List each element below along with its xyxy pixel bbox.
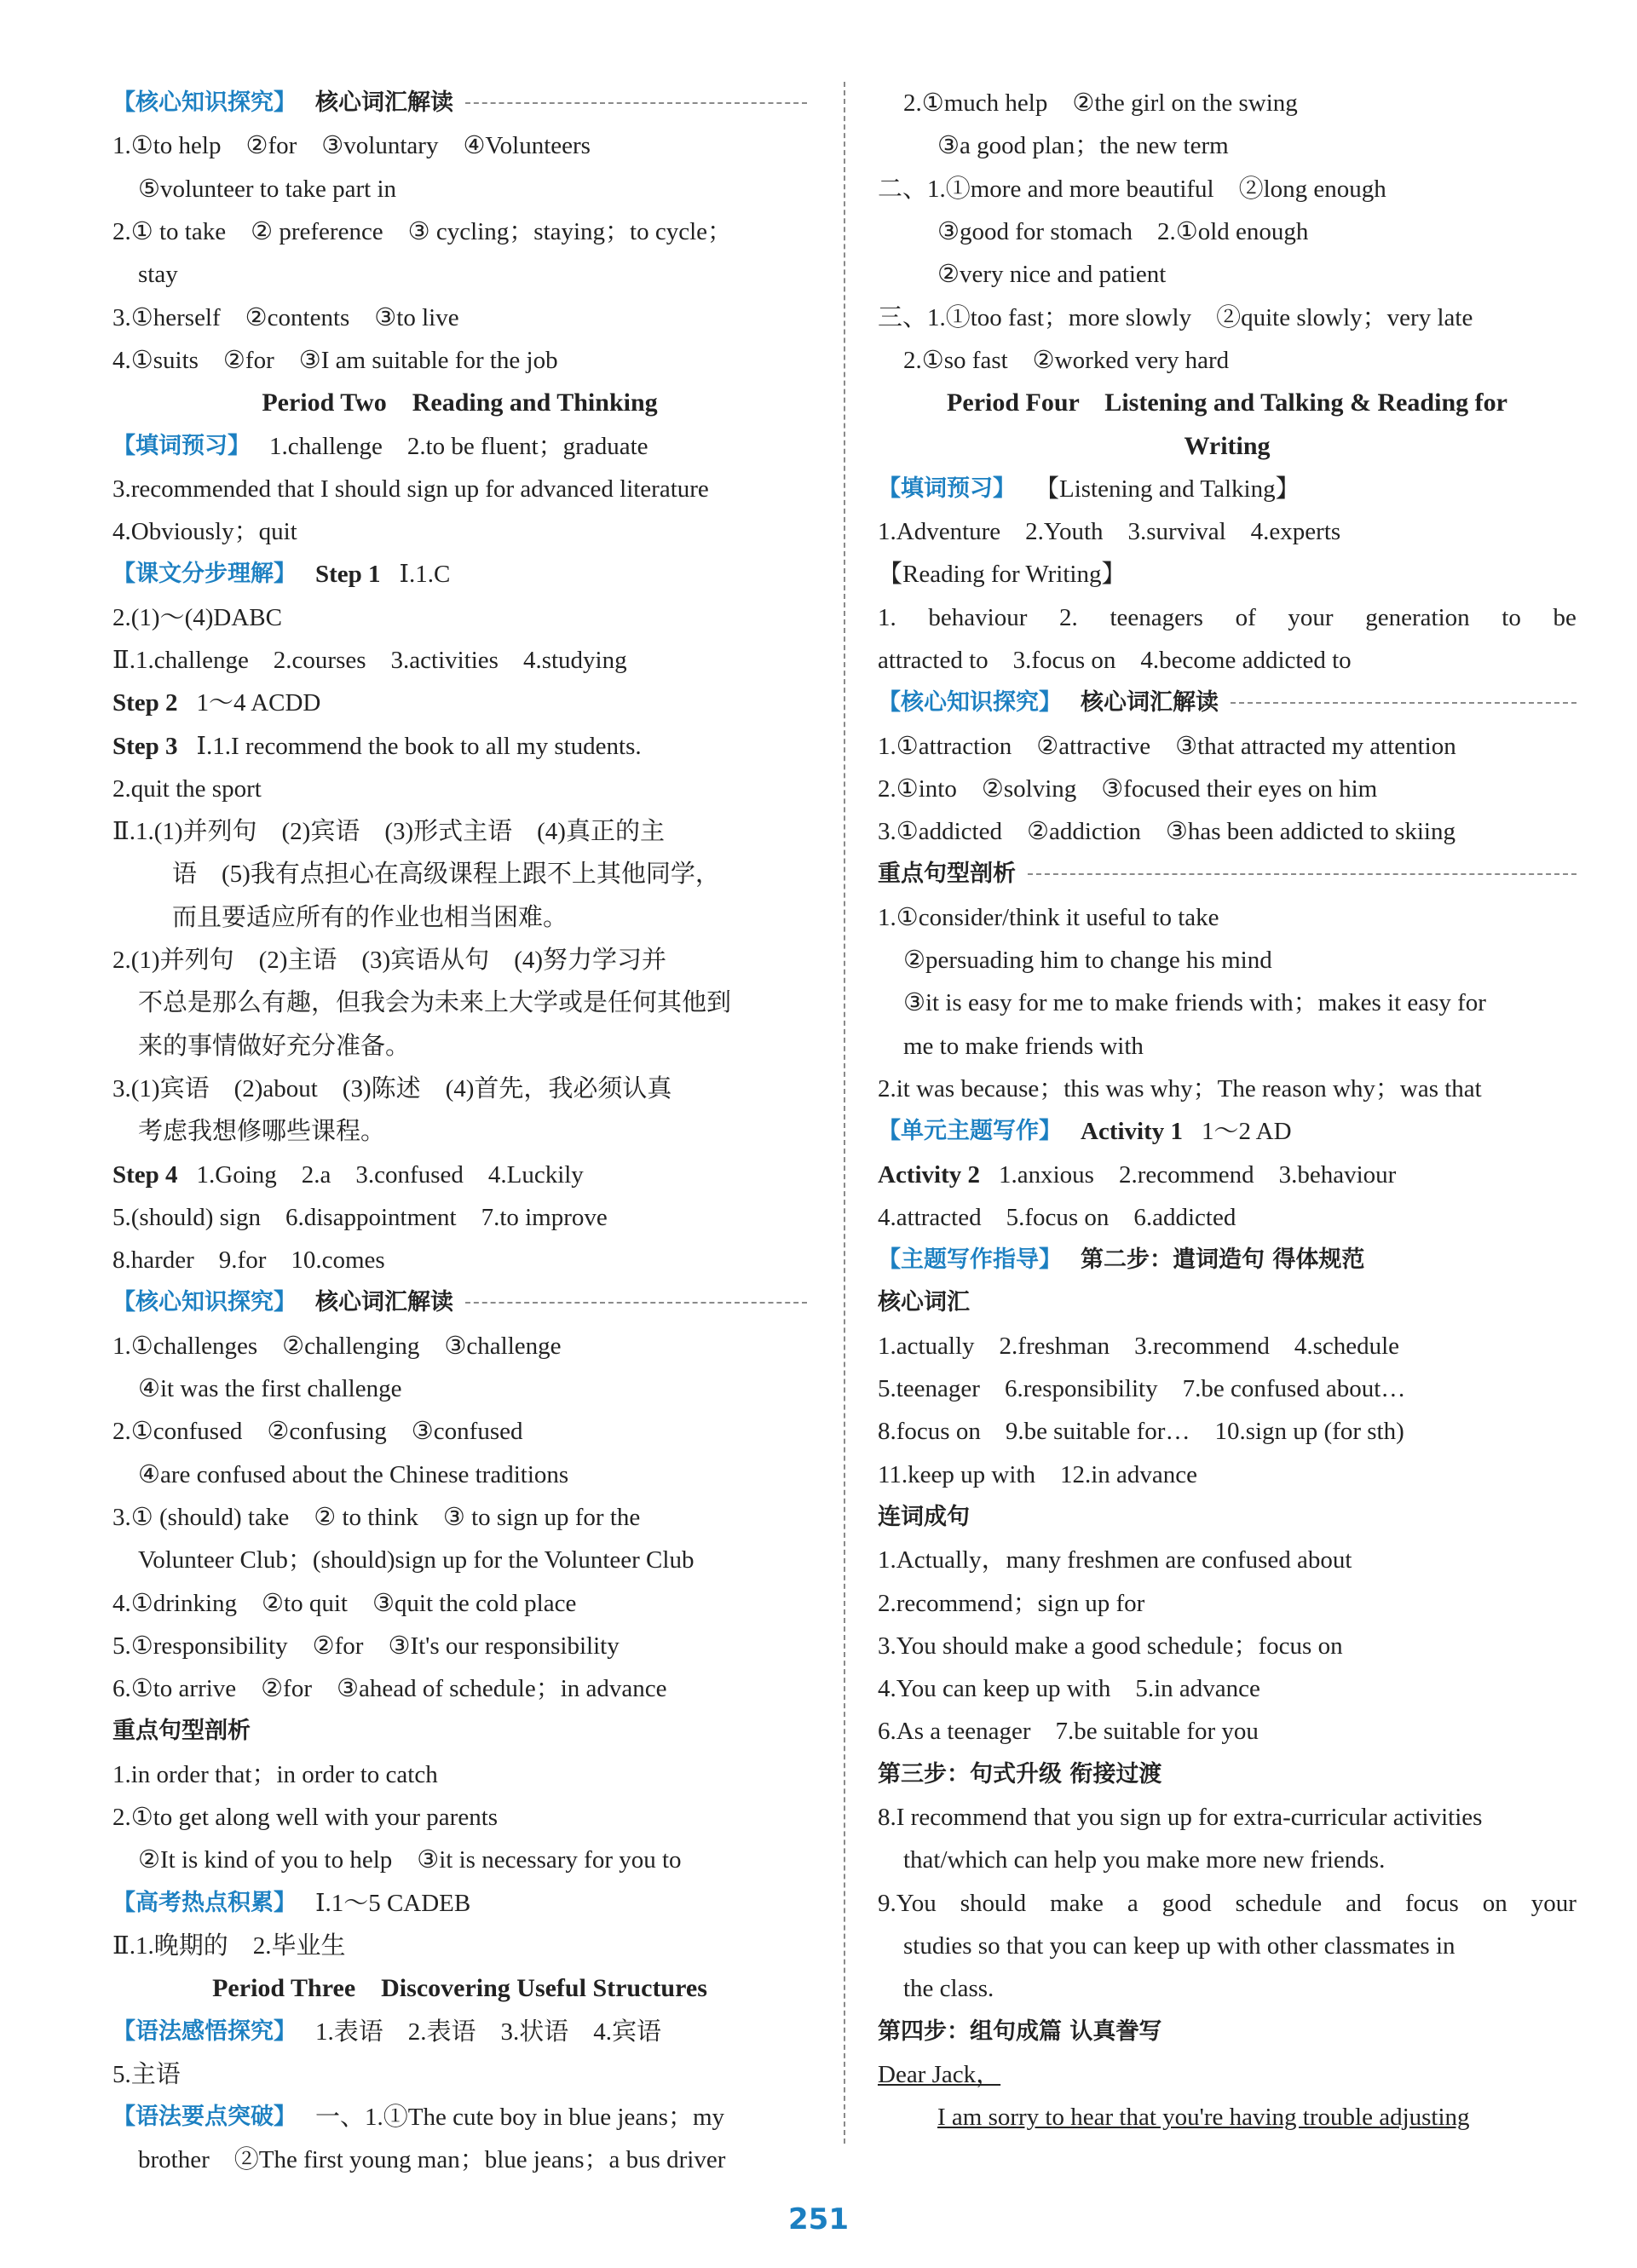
dashed-rule (465, 102, 807, 104)
word: 9.You (878, 1889, 937, 1917)
word: 2. (1059, 603, 1078, 631)
line-text: 4.You can keep up with 5.in advance (878, 1675, 1260, 1703)
text-line (112, 596, 807, 639)
text-line (878, 1753, 1576, 1796)
text-line (878, 1581, 1576, 1624)
text-line (112, 768, 807, 810)
period-heading (112, 1967, 807, 2010)
section-heading: 重点句型剖析 (878, 861, 1016, 888)
line-text: 二、1.①more and more beautiful ②long enough (878, 175, 1386, 203)
text-line (878, 1153, 1576, 1195)
line-text: stay (138, 261, 178, 289)
word: of (1235, 603, 1256, 631)
text-line (878, 2053, 1576, 2096)
line-text: 8.I recommend that you sign up for extra-curricular activities (878, 1804, 1483, 1832)
section-heading: 第三步：句式升级 衔接过渡 (878, 1760, 1162, 1787)
text-line (878, 1710, 1576, 1753)
text-line (878, 724, 1576, 767)
period-heading (878, 424, 1576, 467)
section-tag: 【语法感悟探究】 (112, 2018, 297, 2045)
line-text: Dear Jack， (878, 2060, 1001, 2088)
text-line (878, 1325, 1576, 1367)
word: your (1288, 603, 1334, 631)
line-text: 三、1.①too fast；more slowly ②quite slowly；very late (878, 303, 1473, 331)
text-line (112, 1196, 807, 1239)
line-text: 2.recommend；sign up for (878, 1589, 1145, 1617)
word: and (1346, 1889, 1381, 1917)
line-text: 3.recommended that I should sign up for advanced literature (112, 475, 709, 503)
line-text: 语 (5)我有点担心在高级课程上跟不上其他同学， (172, 861, 720, 889)
line-text: I am sorry to hear that you're having trouble adjusting (937, 2104, 1470, 2132)
word: focus (1404, 1889, 1459, 1917)
line-text: attracted to 3.focus on 4.become addicted to (878, 647, 1352, 674)
line-text: 3.(1)宾语 (2)about (3)陈述 (4)首先，我必须认真 (112, 1074, 672, 1102)
text-line (878, 1410, 1576, 1453)
text-line (112, 810, 807, 853)
line-text: 1.Actually，many freshmen are confused about (878, 1546, 1352, 1574)
text-line (112, 1367, 807, 1410)
text-line (112, 1625, 807, 1667)
line-text: 5.(should) sign 6.disappointment 7.to improve (112, 1203, 608, 1231)
line-text: 2.quit the sport (112, 774, 262, 803)
period-heading (112, 382, 807, 424)
line-text: 5.teenager 6.responsibility 7.be confused about… (878, 1375, 1406, 1403)
section-tag: 【课文分步理解】 (112, 561, 297, 588)
text-line (878, 2010, 1576, 2052)
text-line (878, 768, 1576, 810)
period-title: Period Two Reading and Thinking (262, 389, 658, 417)
line-text: 4.①drinking ②to quit ③quit the cold place (112, 1589, 577, 1617)
text-line (878, 124, 1576, 167)
period-title: Period Four Listening and Talking & Reading for (947, 389, 1507, 417)
text-line (112, 1710, 807, 1753)
period-title: Period Three Discovering Useful Structures (212, 1974, 707, 2003)
line-text: 2.it was because；this was why；The reason why；was that (878, 1074, 1482, 1102)
line-text: 8.focus on 9.be suitable for… 10.sign up (for sth) (878, 1418, 1404, 1446)
section-heading: 核心词汇解读 (315, 1289, 453, 1316)
text-line (878, 210, 1576, 253)
line-text: 5.主语 (112, 2060, 181, 2088)
text-line (878, 1625, 1576, 1667)
line-text: 3.You should make a good schedule；focus on (878, 1632, 1343, 1660)
line-text: 8.harder 9.for 10.comes (112, 1246, 385, 1275)
text-line (878, 639, 1576, 682)
text-line (112, 1539, 807, 1581)
text-line (878, 1025, 1576, 1068)
line-text: ③a good plan；the new term (937, 132, 1229, 160)
step-label: Step 2 (112, 689, 178, 717)
text-line (112, 1796, 807, 1839)
dashed-rule (465, 1302, 807, 1304)
word: a (1127, 1889, 1138, 1917)
line-text: 而且要适应所有的作业也相当困难。 (172, 903, 568, 931)
text-line (878, 1925, 1576, 1967)
text-line (112, 1581, 807, 1624)
text-line (878, 1881, 1576, 1924)
line-text: Ⅱ.1.(1)并列句 (2)宾语 (3)形式主语 (4)真正的主 (112, 818, 665, 846)
line-text: 2.①to get along well with your parents (112, 1804, 499, 1832)
line-text: 1.表语 2.表语 3.状语 4.宾语 (315, 2018, 662, 2046)
text-line (878, 1239, 1576, 1281)
text-line (112, 1496, 807, 1539)
text-line (878, 1453, 1576, 1496)
text-line (112, 1453, 807, 1496)
line-text: 2.(1)～(4)DABC (112, 603, 282, 631)
text-line (878, 1839, 1576, 1881)
text-line (878, 939, 1576, 981)
left-column (112, 82, 807, 2182)
line-text: 6.①to arrive ②for ③ahead of schedule；in advance (112, 1675, 667, 1703)
section-tag: 【高考热点积累】 (112, 1889, 297, 1916)
step-label: Step 1 (315, 561, 381, 589)
line-text: 4.①suits ②for ③I am suitable for the job (112, 346, 558, 374)
word: make (1050, 1889, 1104, 1917)
line-text: studies so that you can keep up with other classmates in (903, 1931, 1455, 1960)
line-text: 2.(1)并列句 (2)主语 (3)宾语从句 (4)努力学习并 (112, 947, 667, 975)
text-line (878, 596, 1576, 639)
text-line (878, 1796, 1576, 1839)
line-text: 1.①to help ②for ③voluntary ④Volunteers (112, 132, 591, 160)
line-text: 【Reading for Writing】 (878, 561, 1127, 589)
text-line (112, 939, 807, 981)
line-text: 3.① (should) take ② to think ③ to sign up for the (112, 1503, 641, 1531)
dashed-rule (1231, 702, 1576, 704)
page-number: 251 (788, 2202, 849, 2236)
text-line (878, 1667, 1576, 1710)
text-line (112, 896, 807, 939)
text-line (112, 296, 807, 338)
line-text: 4.attracted 5.focus on 6.addicted (878, 1203, 1236, 1231)
text-line (112, 510, 807, 553)
text-line (112, 1753, 807, 1796)
text-line (878, 168, 1576, 210)
text-line (112, 981, 807, 1024)
text-line (112, 253, 807, 296)
text-line (878, 468, 1576, 510)
section-tag: 【核心知识探究】 (112, 89, 297, 117)
text-line (112, 168, 807, 210)
text-line (878, 981, 1576, 1024)
text-line (112, 424, 807, 467)
section-heading: 核心词汇解读 (315, 89, 453, 117)
line-text: the class. (903, 1975, 994, 2003)
text-line (878, 896, 1576, 939)
text-line (112, 1839, 807, 1881)
line-text: 【Listening and Talking】 (1035, 475, 1300, 503)
line-text: Ⅱ.1.晚期的 2.毕业生 (112, 1931, 346, 1960)
line-text: me to make friends with (903, 1032, 1144, 1060)
section-tag: 【填词预习】 (112, 432, 251, 459)
text-line (878, 1967, 1576, 2010)
line-text: ②very nice and patient (937, 261, 1167, 289)
line-text: 1.anxious 2.recommend 3.behaviour (999, 1160, 1397, 1189)
step-label: Step 4 (112, 1160, 178, 1189)
text-line (112, 1281, 807, 1324)
text-line (112, 1925, 807, 1967)
text-line (878, 1110, 1576, 1153)
word: schedule (1235, 1889, 1323, 1917)
text-line (878, 1496, 1576, 1539)
text-line (112, 639, 807, 682)
line-text: Ⅰ.1～5 CADEB (315, 1889, 471, 1917)
text-line (112, 553, 807, 596)
period-title: Writing (1184, 431, 1271, 460)
text-line (112, 682, 807, 724)
line-text: 1.①attraction ②attractive ③that attracted my attention (878, 732, 1456, 760)
word: teenagers (1110, 603, 1203, 631)
section-heading: 重点句型剖析 (112, 1718, 251, 1745)
line-text: ③good for stomach 2.①old enough (937, 218, 1309, 246)
text-line (112, 468, 807, 510)
line-text: 1.①consider/think it useful to take (878, 903, 1219, 931)
text-line (112, 124, 807, 167)
text-line (878, 553, 1576, 596)
text-line (112, 339, 807, 382)
line-text: 1.in order that；in order to catch (112, 1760, 438, 1788)
line-text: 考虑我想修哪些课程。 (138, 1118, 386, 1146)
text-line (878, 82, 1576, 124)
text-line (112, 1068, 807, 1110)
line-text: 1.actually 2.freshman 3.recommend 4.schedule (878, 1332, 1400, 1360)
text-line (112, 1667, 807, 1710)
text-line (878, 1196, 1576, 1239)
line-text: ②It is kind of you to help ③it is necessary for you to (138, 1846, 682, 1874)
line-text: 1～2 AD (1202, 1118, 1292, 1146)
line-text: 一、1.①The cute boy in blue jeans；my (315, 2104, 725, 2132)
line-text: Ⅰ.1.C (399, 561, 451, 589)
line-text: ④it was the first challenge (138, 1375, 402, 1403)
text-line (878, 853, 1576, 895)
line-text: 1.①challenges ②challenging ③challenge (112, 1332, 562, 1360)
column-divider (844, 82, 845, 2144)
word: to (1502, 603, 1521, 631)
text-line (878, 2096, 1576, 2138)
text-line (112, 1110, 807, 1153)
section-heading: 核心词汇 (878, 1289, 970, 1316)
text-line (878, 510, 1576, 553)
text-line (878, 1068, 1576, 1110)
line-text: 2.①much help ②the girl on the swing (903, 89, 1298, 118)
section-tag: 【单元主题写作】 (878, 1118, 1062, 1145)
section-heading: 第四步：组句成篇 认真誊写 (878, 2018, 1162, 2045)
word: your (1530, 1889, 1576, 1917)
text-line (878, 682, 1576, 724)
text-line (112, 2053, 807, 2096)
line-text: 1.Adventure 2.Youth 3.survival 4.experts (878, 518, 1341, 546)
word: on (1482, 1889, 1507, 1917)
line-text: Volunteer Club；(should)sign up for the Volunteer Club (138, 1546, 695, 1574)
line-text: 11.keep up with 12.in advance (878, 1460, 1198, 1488)
line-text: 1.challenge 2.to be fluent；graduate (269, 432, 648, 460)
line-text: 来的事情做好充分准备。 (138, 1032, 411, 1060)
section-tag: 【填词预习】 (878, 475, 1016, 502)
text-line (878, 1539, 1576, 1581)
line-text: 2.①into ②solving ③focused their eyes on him (878, 774, 1378, 803)
section-heading: 核心词汇解读 (1081, 689, 1219, 717)
section-tag: 【语法要点突破】 (112, 2104, 297, 2131)
text-line (878, 339, 1576, 382)
line-text: 4.Obviously；quit (112, 518, 297, 546)
line-text: 不总是那么有趣，但我会为未来上大学或是任何其他到 (138, 989, 732, 1017)
text-line (112, 724, 807, 767)
line-text: ②persuading him to change his mind (903, 947, 1272, 975)
line-text: 6.As a teenager 7.be suitable for you (878, 1718, 1259, 1746)
text-line (112, 1153, 807, 1195)
line-text: 5.①responsibility ②for ③It's our responsibility (112, 1632, 620, 1660)
line-text: ③it is easy for me to make friends with；makes it easy for (903, 989, 1486, 1017)
section-tag: 【核心知识探究】 (878, 689, 1062, 717)
line-text: 2.①confused ②confusing ③confused (112, 1418, 523, 1446)
text-line (112, 2138, 807, 2181)
line-text: 1.Going 2.a 3.confused 4.Luckily (196, 1160, 584, 1189)
word: be (1553, 603, 1576, 631)
word: generation (1365, 603, 1470, 631)
step-label: Activity 2 (878, 1160, 980, 1189)
section-heading: 第二步：遣词造句 得体规范 (1081, 1246, 1365, 1274)
line-text: 3.①addicted ②addiction ③has been addicted to skiing (878, 818, 1455, 846)
line-text: 1～4 ACDD (196, 689, 321, 717)
word: good (1161, 1889, 1212, 1917)
text-line (112, 1881, 807, 1924)
text-line (112, 1325, 807, 1367)
text-line (878, 1367, 1576, 1410)
dashed-rule (1028, 873, 1576, 875)
word: behaviour (928, 603, 1028, 631)
text-line (112, 1025, 807, 1068)
text-line (112, 210, 807, 253)
section-tag: 【核心知识探究】 (112, 1289, 297, 1316)
text-line (112, 2010, 807, 2052)
line-text: 2.①so fast ②worked very hard (903, 346, 1230, 374)
section-heading: 连词成句 (878, 1503, 970, 1530)
text-line (112, 853, 807, 895)
text-line (112, 1410, 807, 1453)
text-line (878, 1281, 1576, 1324)
text-line (878, 810, 1576, 853)
line-text: that/which can help you make more new friends. (903, 1846, 1386, 1874)
text-line (112, 82, 807, 124)
line-text: 2.① to take ② preference ③ cycling；staying；to cycle； (112, 218, 733, 246)
word: 1. (878, 603, 896, 631)
text-line (878, 296, 1576, 338)
line-text: Ⅱ.1.challenge 2.courses 3.activities 4.studying (112, 647, 627, 674)
word: should (960, 1889, 1027, 1917)
text-line (112, 1239, 807, 1281)
line-text: ⑤volunteer to take part in (138, 175, 397, 203)
text-line (878, 253, 1576, 296)
step-label: Activity 1 (1081, 1118, 1183, 1146)
text-line (112, 2096, 807, 2138)
step-label: Step 3 (112, 732, 178, 760)
right-column (878, 82, 1576, 2138)
line-text: ④are confused about the Chinese traditions (138, 1460, 569, 1488)
line-text: brother ②The first young man；blue jeans；a bus driver (138, 2146, 726, 2174)
period-heading (878, 382, 1576, 424)
section-tag: 【主题写作指导】 (878, 1246, 1062, 1274)
line-text: 3.①herself ②contents ③to live (112, 303, 459, 331)
line-text: Ⅰ.1.I recommend the book to all my students. (196, 732, 642, 760)
